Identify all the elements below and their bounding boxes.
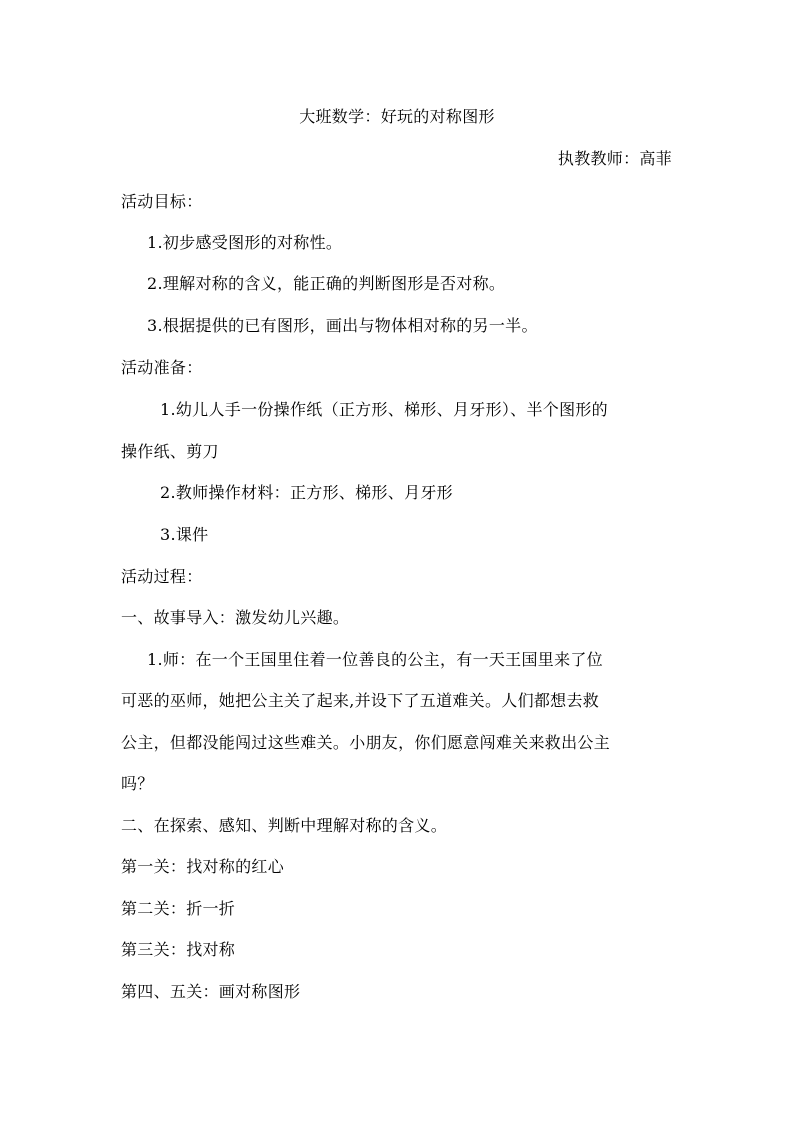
prep-item: 2.教师操作材料：正方形、梯形、月牙形 — [160, 483, 453, 502]
prep-item: 3.课件 — [160, 525, 209, 544]
level-item: 第一关：找对称的红心 — [121, 857, 285, 876]
teacher-line: 执教教师：高菲 — [557, 149, 672, 168]
goal-item: 2.理解对称的含义，能正确的判断图形是否对称。 — [147, 274, 506, 293]
prep-item-continued: 操作纸、剪刀 — [121, 442, 219, 461]
prep-item: 1.幼儿人手一份操作纸（正方形、梯形、月牙形）、半个图形的 — [160, 400, 608, 419]
goal-item: 1.初步感受图形的对称性。 — [147, 233, 343, 252]
prep-heading: 活动准备： — [121, 358, 203, 377]
page-title: 大班数学：好玩的对称图形 — [299, 107, 495, 126]
level-item: 第三关：找对称 — [121, 940, 236, 959]
level-item: 第四、五关：画对称图形 — [121, 982, 301, 1001]
story-paragraph-line: 吗？ — [121, 774, 154, 793]
goals-heading: 活动目标： — [121, 192, 203, 211]
story-paragraph-line: 1.师：在一个王国里住着一位善良的公主，有一天王国里来了位 — [147, 650, 603, 669]
section-heading: 一、故事导入：激发幼儿兴趣。 — [121, 608, 350, 627]
process-heading: 活动过程： — [121, 567, 203, 586]
level-item: 第二关：折一折 — [121, 899, 236, 918]
goal-item: 3.根据提供的已有图形，画出与物体相对称的另一半。 — [147, 316, 538, 335]
story-paragraph-line: 公主，但都没能闯过这些难关。小朋友，你们愿意闯难关来救出公主 — [121, 733, 611, 752]
section-heading: 二、在探索、感知、判断中理解对称的含义。 — [121, 816, 448, 835]
story-paragraph-line: 可恶的巫师，她把公主关了起来,并设下了五道难关。人们都想去救 — [121, 691, 600, 710]
